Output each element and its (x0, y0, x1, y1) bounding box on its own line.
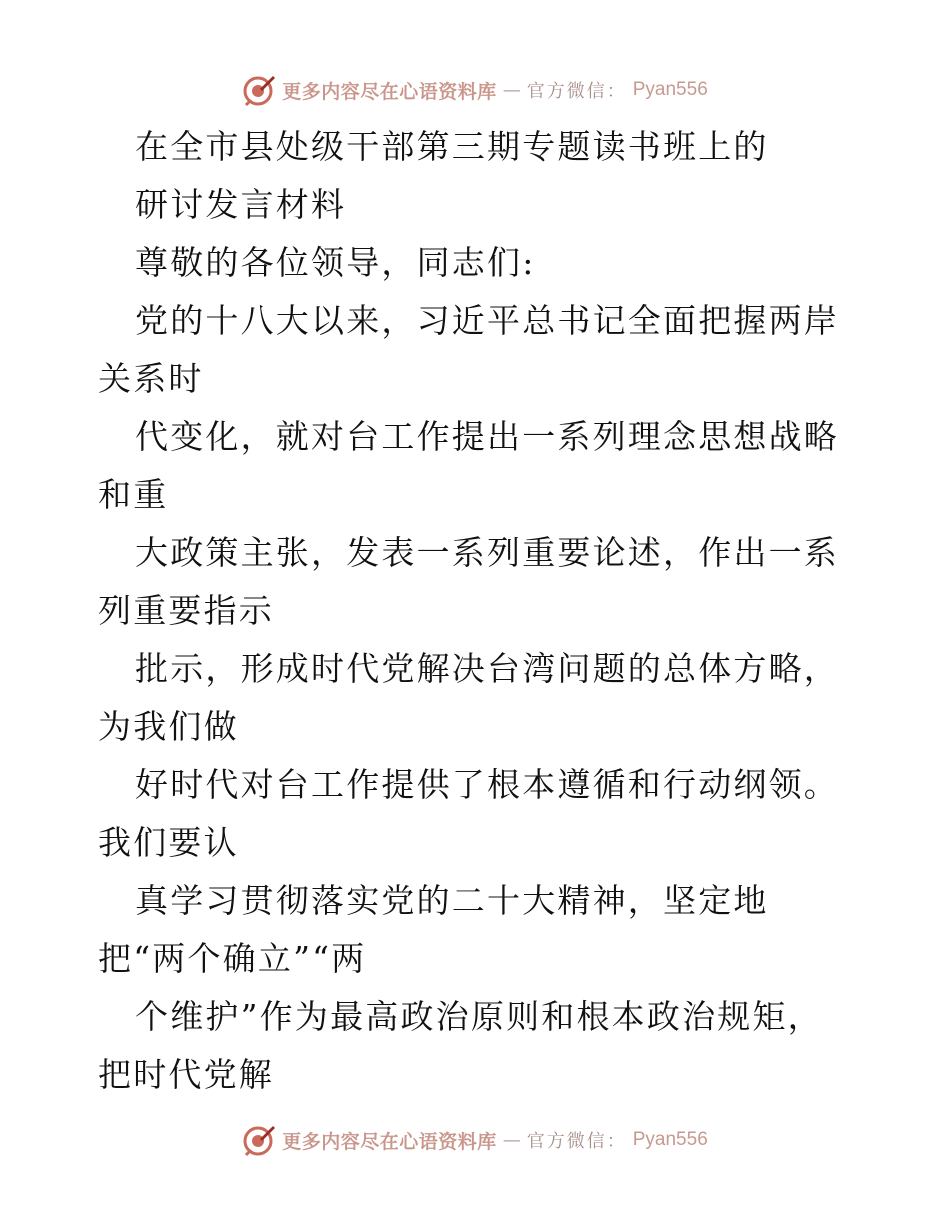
watermark-official-label: 官方微信： (526, 81, 627, 102)
watermark-brand-text: 更多内容尽在心语资料库 (282, 1130, 497, 1153)
document-paragraph: 代变化，就对台工作提出一系列理念思想战略和重 (98, 417, 839, 514)
watermark-wechat-id: Pyan556 (632, 79, 708, 100)
watermark-brand-text: 更多内容尽在心语资料库 (282, 80, 497, 103)
document-paragraph: 党的十八大以来，习近平总书记全面把握两岸关系时 (98, 301, 839, 398)
header-watermark (0, 70, 950, 110)
watermark-dash: — (502, 79, 521, 101)
document-body (98, 118, 858, 1104)
document-paragraph: 个维护”作为最高政治原则和根本政治规矩，把时代党解 (98, 997, 823, 1094)
document-paragraph: 大政策主张，发表一系列重要论述，作出一系列重要指示 (98, 533, 839, 630)
footer-watermark (0, 1120, 950, 1160)
watermark-wechat-id: Pyan556 (632, 1129, 708, 1150)
document-paragraph: 批示，形成时代党解决台湾问题的总体方略，为我们做 (98, 649, 839, 746)
document-title-line-2: 研讨发言材料 (135, 185, 347, 224)
document-greeting: 尊敬的各位领导，同志们: (135, 243, 536, 282)
document-paragraph: 好时代对台工作提供了根本遵循和行动纲领。我们要认 (98, 765, 839, 862)
watermark-official-label: 官方微信： (526, 1131, 627, 1152)
document-title-line-1: 在全市县处级干部第三期专题读书班上的 (135, 127, 769, 166)
watermark-dash: — (502, 1129, 521, 1151)
pen-logo-icon (242, 1123, 276, 1157)
document-paragraph: 真学习贯彻落实党的二十大精神，坚定地把“两个确立”“两 (98, 881, 769, 978)
pen-logo-icon (242, 73, 276, 107)
